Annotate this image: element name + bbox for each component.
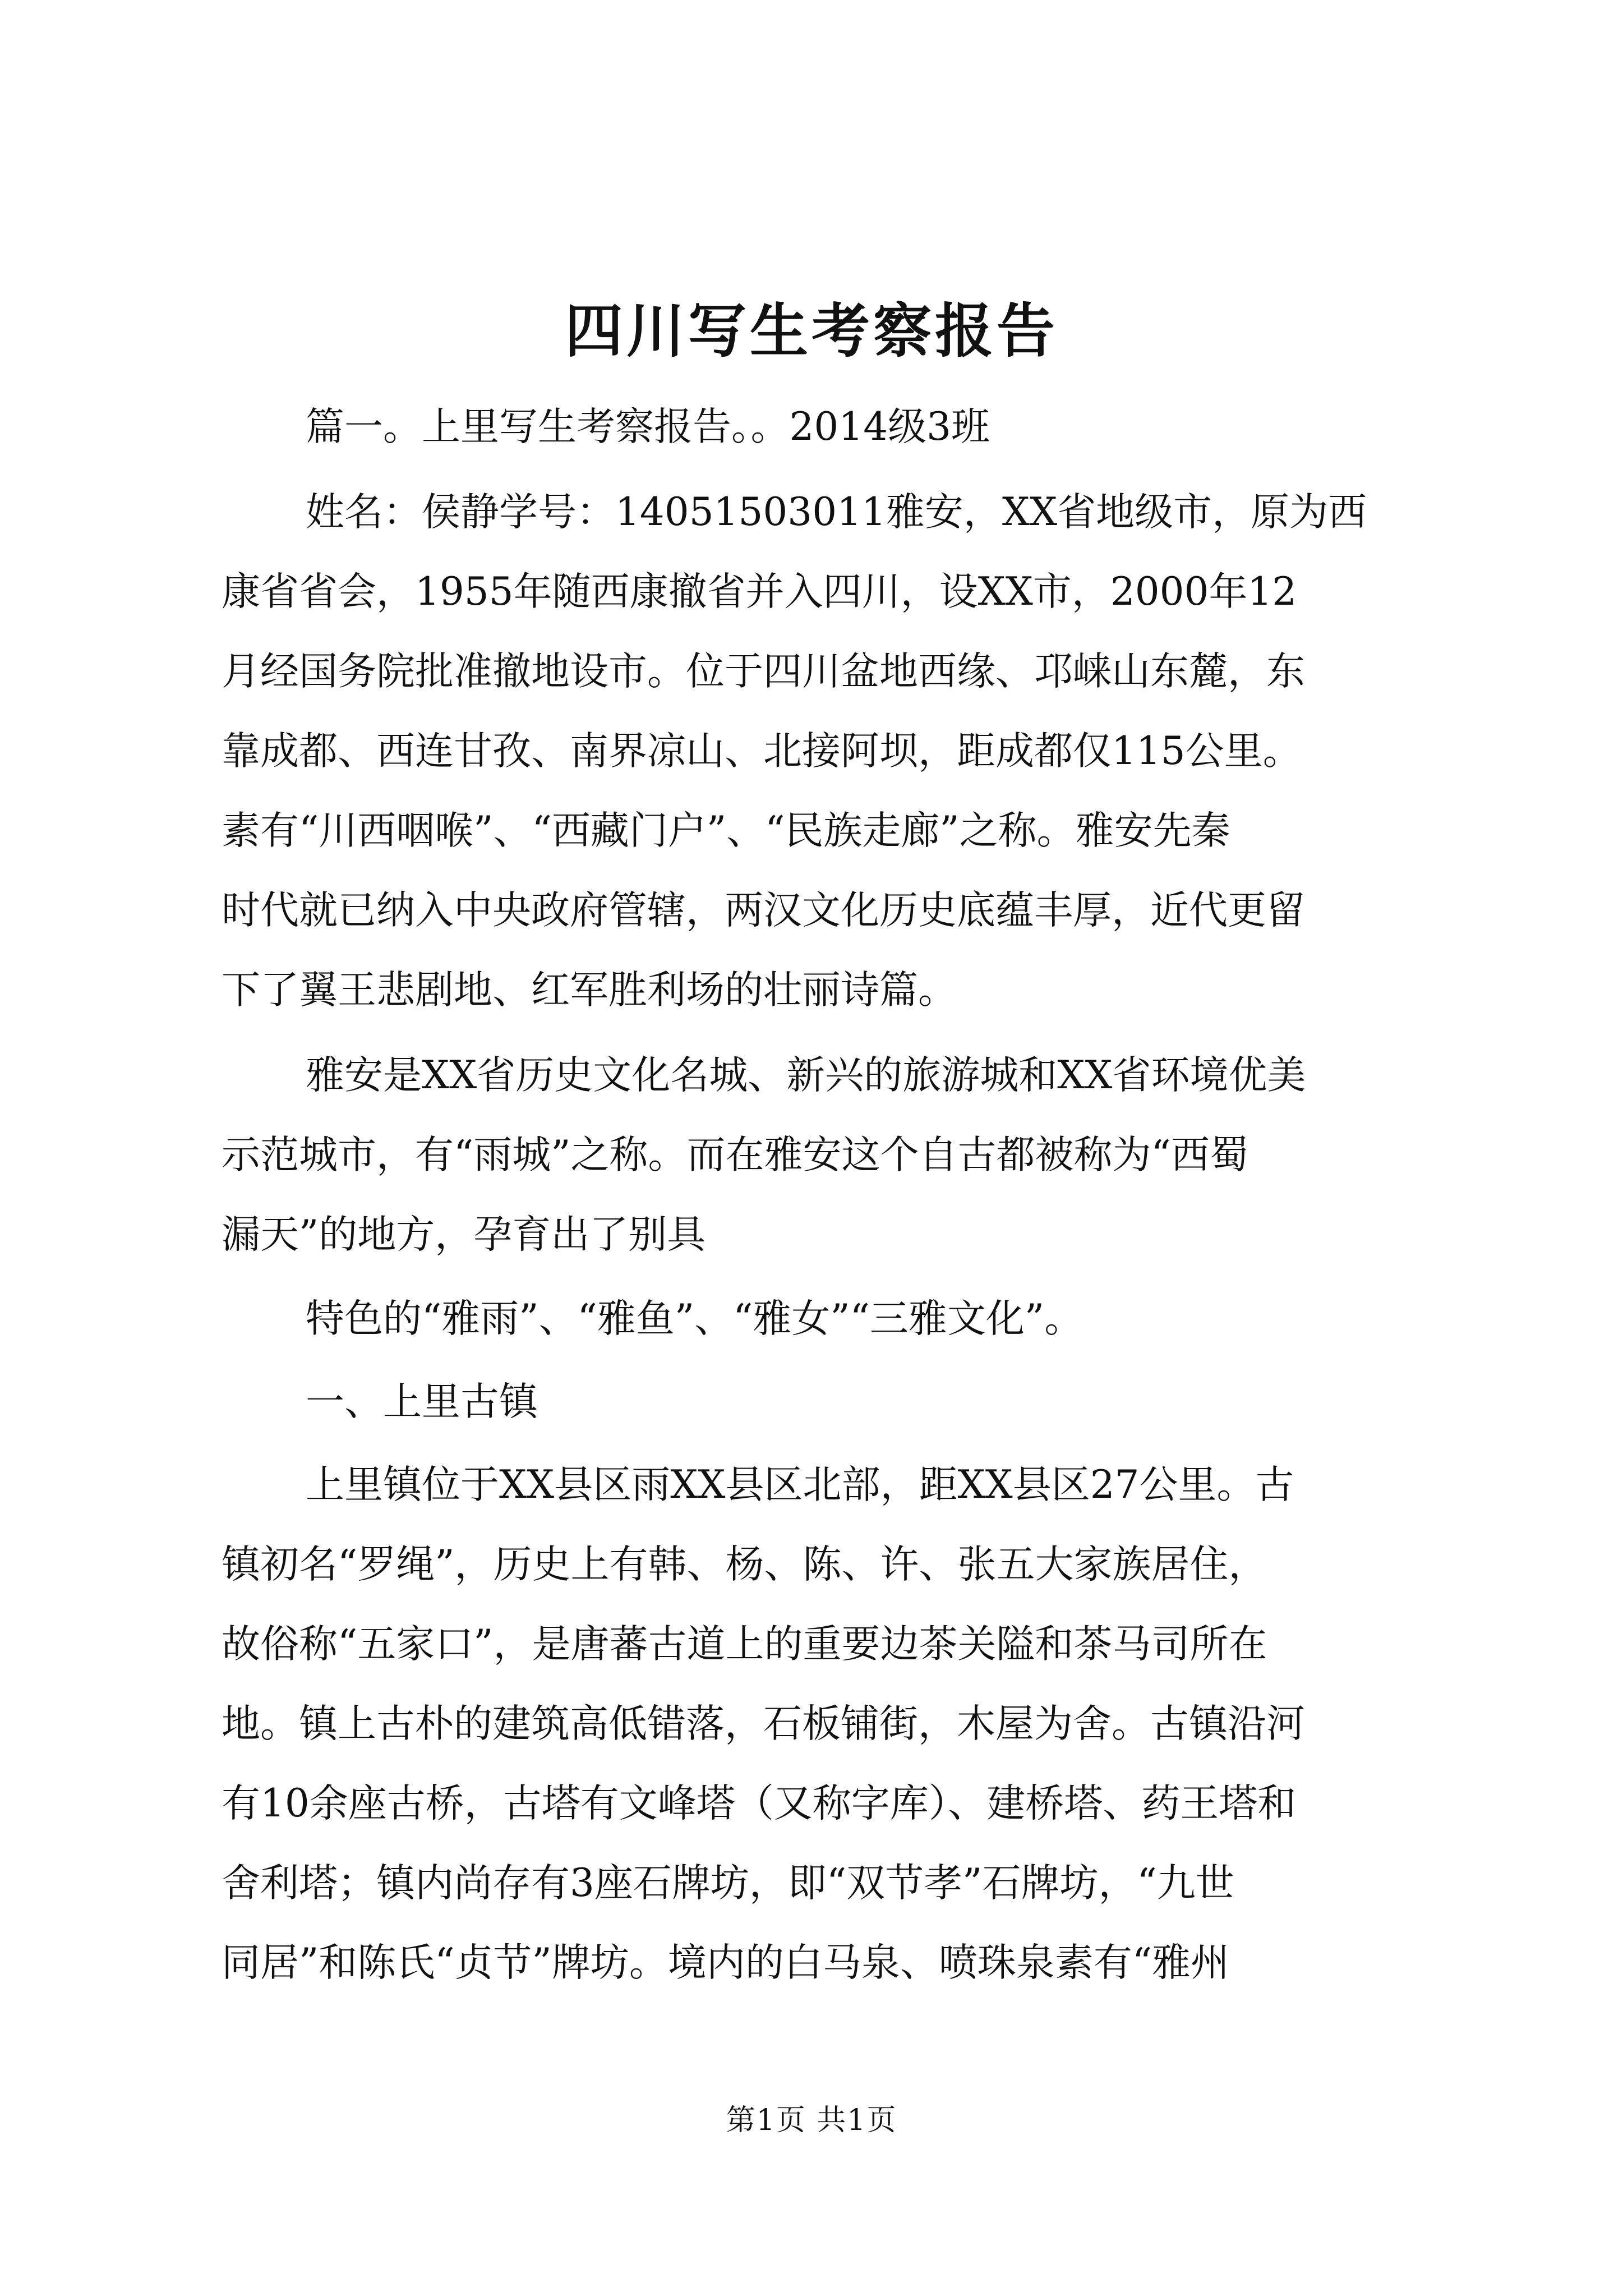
paragraph-line: 康省省会，1955年随西康撤省并入四川，设XX市，2000年12 [222, 569, 1297, 614]
paragraph-line: 姓名：侯静学号：14051503011雅安，XX省地级市，原为西 [306, 490, 1367, 535]
document-body [222, 387, 1422, 2014]
paragraph-line: 素有“川西咽喉”、“西藏门户”、“民族走廊”之称。雅安先秦 [222, 808, 1230, 853]
paragraph-line: 镇初名“罗绳”，历史上有韩、杨、陈、许、张五大家族居住， [222, 1542, 1267, 1587]
paragraph-line: 有10余座古桥，古塔有文峰塔（又称字库）、建桥塔、药王塔和 [222, 1781, 1297, 1826]
paragraph-line: 篇一。上里写生考察报告。。2014级3班 [306, 404, 990, 449]
paragraph-line: 时代就已纳入中央政府管辖，两汉文化历史底蕴丰厚，近代更留 [222, 888, 1305, 933]
paragraph-line: 地。镇上古朴的建筑高低错落，石板铺街，木屋为舍。古镇沿河 [222, 1701, 1305, 1746]
paragraph-line: 下了翼王悲剧地、红军胜利场的壮丽诗篇。 [222, 968, 957, 1013]
page-number-footer: 第1页 共1页 [726, 2104, 897, 2137]
section-heading: 一、上里古镇 [306, 1379, 538, 1424]
paragraph-line: 月经国务院批准撤地设市。位于四川盆地西缘、邛崃山东麓，东 [222, 649, 1305, 694]
paragraph-line: 故俗称“五家口”，是唐蕃古道上的重要边茶关隘和茶马司所在 [222, 1622, 1267, 1667]
paragraph-line: 雅安是XX省历史文化名城、新兴的旅游城和XX省环境优美 [306, 1053, 1306, 1098]
paragraph-line: 漏天”的地方，孕育出了别具 [222, 1212, 706, 1257]
paragraph-line: 靠成都、西连甘孜、南界凉山、北接阿坝，距成都仅115公里。 [222, 729, 1302, 774]
paragraph-line: 同居”和陈氏“贞节”牌坊。境内的白马泉、喷珠泉素有“雅州 [222, 1940, 1230, 1985]
paragraph-line: 舍利塔；镇内尚存有3座石牌坊，即“双节孝”石牌坊，“九世 [222, 1861, 1234, 1906]
paragraph-line: 特色的“雅雨”、“雅鱼”、“雅女”“三雅文化”。 [306, 1296, 1083, 1341]
paragraph-line: 上里镇位于XX县区雨XX县区北部，距XX县区27公里。古 [306, 1462, 1294, 1507]
document-title: 四川写生考察报告 [564, 296, 1058, 365]
paragraph-line: 示范城市，有“雨城”之称。而在雅安这个自古都被称为“西蜀 [222, 1133, 1248, 1177]
